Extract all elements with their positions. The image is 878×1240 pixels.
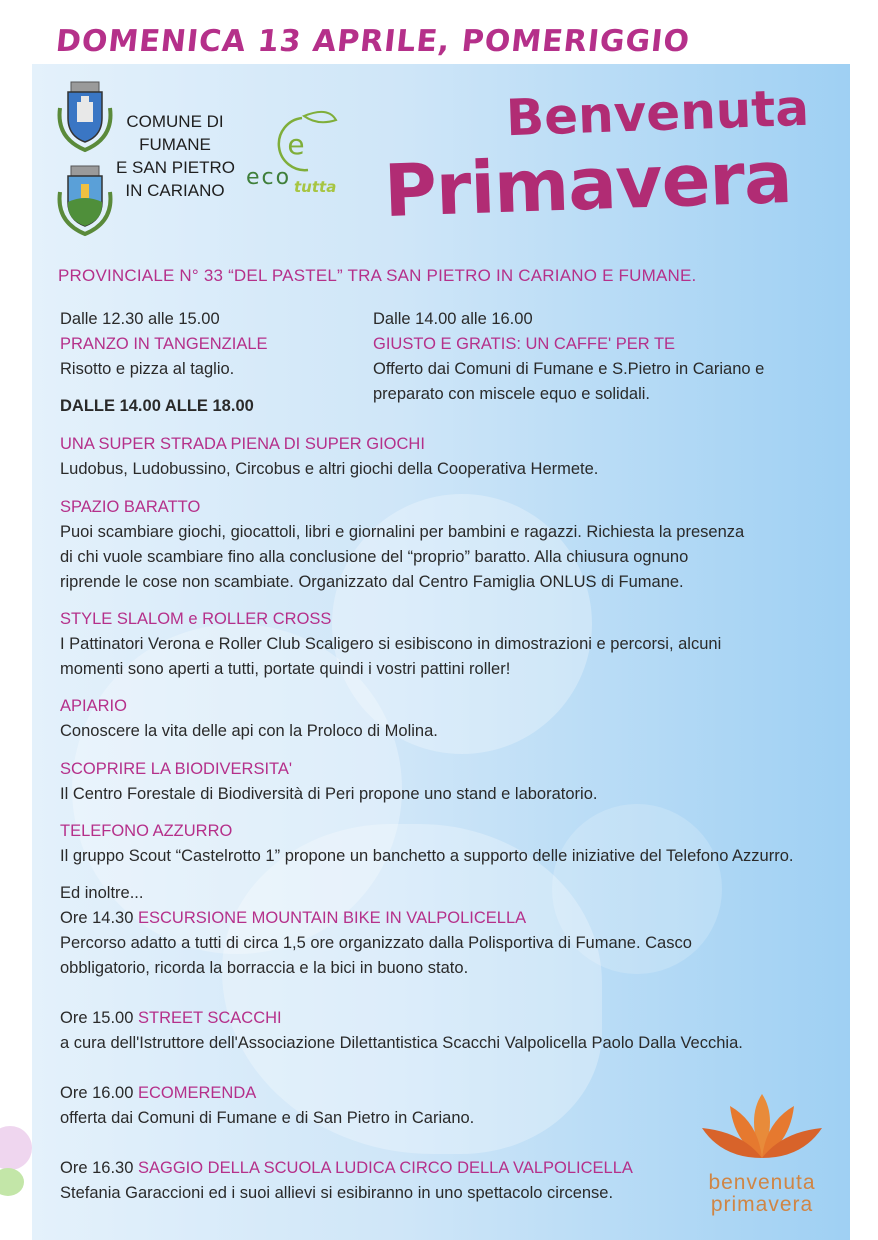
coffee-desc: Offerto dai Comuni di Fumane e S.Pietro in Cariano e: [373, 360, 765, 378]
logo-text-benvenuta: benvenuta: [708, 1171, 816, 1194]
eco-logo-e: e: [287, 128, 305, 161]
event-time: Ore 16.00: [60, 1084, 134, 1102]
eco-logo-eco: eco: [246, 165, 292, 190]
comune-line: E SAN PIETRO: [116, 158, 236, 177]
event-text: a cura dell'Istruttore dell'Associazione Dilettantistica Scacchi Valpolicella Paolo Dalla Vecchia.: [60, 1034, 743, 1052]
ecotutta-logo: [244, 108, 356, 200]
section-text: Conoscere la vita delle api con la Proloco di Molina.: [60, 722, 438, 740]
section-title: SPAZIO BARATTO: [60, 498, 201, 516]
section-title: APIARIO: [60, 697, 127, 715]
butterfly-icon: [0, 1120, 40, 1200]
eco-logo-tutta: tutta: [294, 178, 337, 196]
comune-line: IN CARIANO: [125, 181, 225, 200]
section-text: Il Centro Forestale di Biodiversità di Peri propone uno stand e laboratorio.: [60, 785, 598, 803]
event-title: SAGGIO DELLA SCUOLA LUDICA CIRCO DELLA VALPOLICELLA: [137, 1159, 633, 1177]
event-text: Percorso adatto a tutti di circa 1,5 ore organizzato dalla Polisportiva di Fumane. Casco: [60, 934, 692, 952]
event-time: Ore 16.30: [60, 1159, 134, 1177]
event-text: offerta dai Comuni di Fumane e di San Pietro in Cariano.: [60, 1109, 475, 1127]
section-text: Ludobus, Ludobussino, Circobus e altri giochi della Cooperativa Hermete.: [60, 460, 599, 478]
event-heading: [60, 1006, 282, 1031]
comune-line: COMUNE DI: [126, 112, 224, 131]
section-text: I Pattinatori Verona e Roller Club Scaligero si esibiscono in dimostrazioni e percorsi, alcuni: [60, 635, 722, 653]
comune-label: [116, 110, 234, 202]
location-subtitle: PROVINCIALE N° 33 “DEL PASTEL” TRA SAN PIETRO IN CARIANO E FUMANE.: [58, 266, 697, 285]
event-date-title: DOMENICA 13 APRILE, POMERIGGIO: [54, 24, 692, 59]
event-text: Stefania Garaccioni ed i suoi allievi si esibiranno in uno spettacolo circense.: [60, 1184, 614, 1202]
inoltre-label: Ed inoltre...: [60, 884, 144, 902]
flower-icon: [692, 1088, 832, 1168]
header: [32, 64, 850, 264]
title-benvenuta: Benvenuta: [505, 78, 810, 148]
decor-shape: [222, 824, 602, 1154]
title-primavera: Primavera: [382, 134, 793, 234]
coffee-time: Dalle 14.00 alle 16.00: [373, 310, 533, 328]
event-text: obbligatorio, ricorda la borraccia e la bici in buono stato.: [60, 959, 469, 977]
event-time: Ore 14.30: [60, 909, 134, 927]
lunch-time: Dalle 12.30 alle 15.00: [60, 310, 220, 328]
logo-text-primavera: primavera: [710, 1193, 814, 1216]
event-heading: [60, 1156, 633, 1181]
section-text: di chi vuole scambiare fino alla conclusione del “proprio” baratto. Alla chiusura ognuno: [60, 548, 689, 566]
lunch-desc: Risotto e pizza al taglio.: [60, 360, 235, 378]
comune-line: FUMANE: [139, 135, 211, 154]
event-time: Ore 15.00: [60, 1009, 134, 1027]
coffee-title: GIUSTO E GRATIS: UN CAFFE' PER TE: [373, 335, 676, 353]
afternoon-hours: DALLE 14.00 ALLE 18.00: [60, 397, 254, 415]
section-title: SCOPRIRE LA BIODIVERSITA': [60, 760, 293, 778]
benvenuta-primavera-logo: [692, 1088, 832, 1238]
section-text: momenti sono aperti a tutti, portate quindi i vostri pattini roller!: [60, 660, 511, 678]
section-title: STYLE SLALOM e ROLLER CROSS: [60, 610, 332, 628]
section-text: Puoi scambiare giochi, giocattoli, libri e giornalini per bambini e ragazzi. Richiesta la presenza: [60, 523, 745, 541]
section-title: UNA SUPER STRADA PIENA DI SUPER GIOCHI: [60, 435, 425, 453]
main-title: [382, 78, 844, 258]
content-panel: [32, 64, 850, 1240]
event-title: ESCURSIONE MOUNTAIN BIKE IN VALPOLICELLA: [137, 909, 527, 927]
san-pietro-crest-icon: [54, 162, 116, 238]
event-heading: [60, 1081, 256, 1106]
section-text: riprende le cose non scambiate. Organizzato dal Centro Famiglia ONLUS di Fumane.: [60, 573, 684, 591]
lunch-title: PRANZO IN TANGENZIALE: [60, 335, 268, 353]
event-title: STREET SCACCHI: [137, 1009, 282, 1027]
event-title: ECOMERENDA: [137, 1084, 257, 1102]
event-heading: [60, 906, 526, 931]
section-text: Il gruppo Scout “Castelrotto 1” propone un banchetto a supporto delle iniziative del Telefono Azzurro.: [60, 847, 794, 865]
coffee-desc: preparato con miscele equo e solidali.: [373, 385, 650, 403]
section-title: TELEFONO AZZURRO: [60, 822, 233, 840]
fumane-crest-icon: [54, 78, 116, 154]
